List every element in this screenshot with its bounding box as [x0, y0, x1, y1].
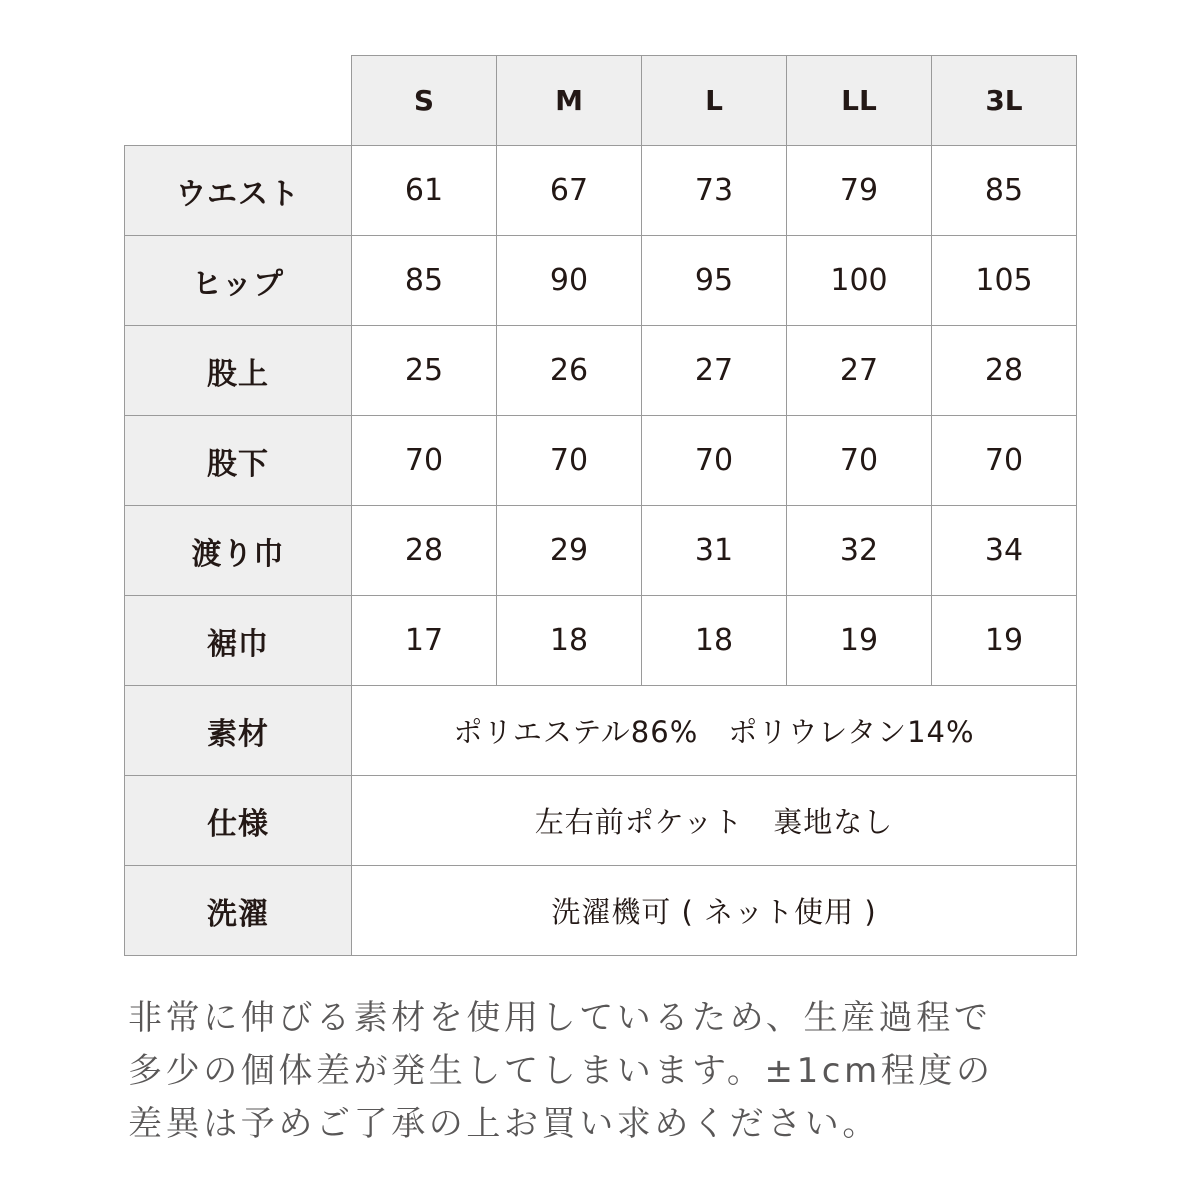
corner-cell: [125, 56, 352, 146]
size-header-s: S: [352, 56, 497, 146]
table-cell: 26: [497, 326, 642, 416]
table-cell: 73: [642, 146, 787, 236]
size-header-row: [125, 56, 1077, 146]
table-cell: 70: [787, 416, 932, 506]
table-row-washing: [125, 866, 1077, 956]
table-cell: 105: [932, 236, 1077, 326]
table-cell: 25: [352, 326, 497, 416]
table-cell: 70: [352, 416, 497, 506]
table-cell: 27: [642, 326, 787, 416]
table-cell: 61: [352, 146, 497, 236]
table-cell: 34: [932, 506, 1077, 596]
material-value: ポリエステル86% ポリウレタン14%: [352, 686, 1077, 776]
table-row-material: [125, 686, 1077, 776]
table-cell: 70: [497, 416, 642, 506]
table-row-hem-width: [125, 596, 1077, 686]
row-label: ウエスト: [125, 146, 352, 236]
spec-value: 左右前ポケット 裏地なし: [352, 776, 1077, 866]
size-header-m: M: [497, 56, 642, 146]
table-row-rise: [125, 326, 1077, 416]
table-cell: 100: [787, 236, 932, 326]
table-row-thigh-width: [125, 506, 1077, 596]
note-line: 差異は予めご了承の上お買い求めください。: [128, 1104, 880, 1144]
table-cell: 79: [787, 146, 932, 236]
size-header-ll: LL: [787, 56, 932, 146]
table-cell: 27: [787, 326, 932, 416]
table-cell: 70: [932, 416, 1077, 506]
row-label: 仕様: [125, 776, 352, 866]
note-line: 非常に伸びる素材を使用しているため、生産過程で: [128, 998, 992, 1038]
table-cell: 90: [497, 236, 642, 326]
table-cell: 85: [932, 146, 1077, 236]
table-cell: 19: [787, 596, 932, 686]
table-cell: 28: [352, 506, 497, 596]
table-cell: 18: [497, 596, 642, 686]
size-header-l: L: [642, 56, 787, 146]
table-cell: 95: [642, 236, 787, 326]
row-label: 渡り巾: [125, 506, 352, 596]
row-label: 素材: [125, 686, 352, 776]
table-row-spec: [125, 776, 1077, 866]
table-cell: 67: [497, 146, 642, 236]
table-cell: 70: [642, 416, 787, 506]
table-row-hip: [125, 236, 1077, 326]
table-cell: 19: [932, 596, 1077, 686]
size-variance-note: [128, 992, 1088, 1151]
washing-value: 洗濯機可 ( ネット使用 ): [352, 866, 1077, 956]
size-header-3l: 3L: [932, 56, 1077, 146]
row-label: 股上: [125, 326, 352, 416]
table-row-inseam: [125, 416, 1077, 506]
table-cell: 29: [497, 506, 642, 596]
table-cell: 18: [642, 596, 787, 686]
note-line: 多少の個体差が発生してしまいます。±1cm程度の: [128, 1051, 994, 1091]
table-cell: 32: [787, 506, 932, 596]
table-cell: 28: [932, 326, 1077, 416]
size-chart-table: [124, 55, 1077, 956]
table-row-waist: [125, 146, 1077, 236]
row-label: 股下: [125, 416, 352, 506]
table-cell: 31: [642, 506, 787, 596]
table-cell: 85: [352, 236, 497, 326]
row-label: ヒップ: [125, 236, 352, 326]
row-label: 洗濯: [125, 866, 352, 956]
row-label: 裾巾: [125, 596, 352, 686]
table-cell: 17: [352, 596, 497, 686]
